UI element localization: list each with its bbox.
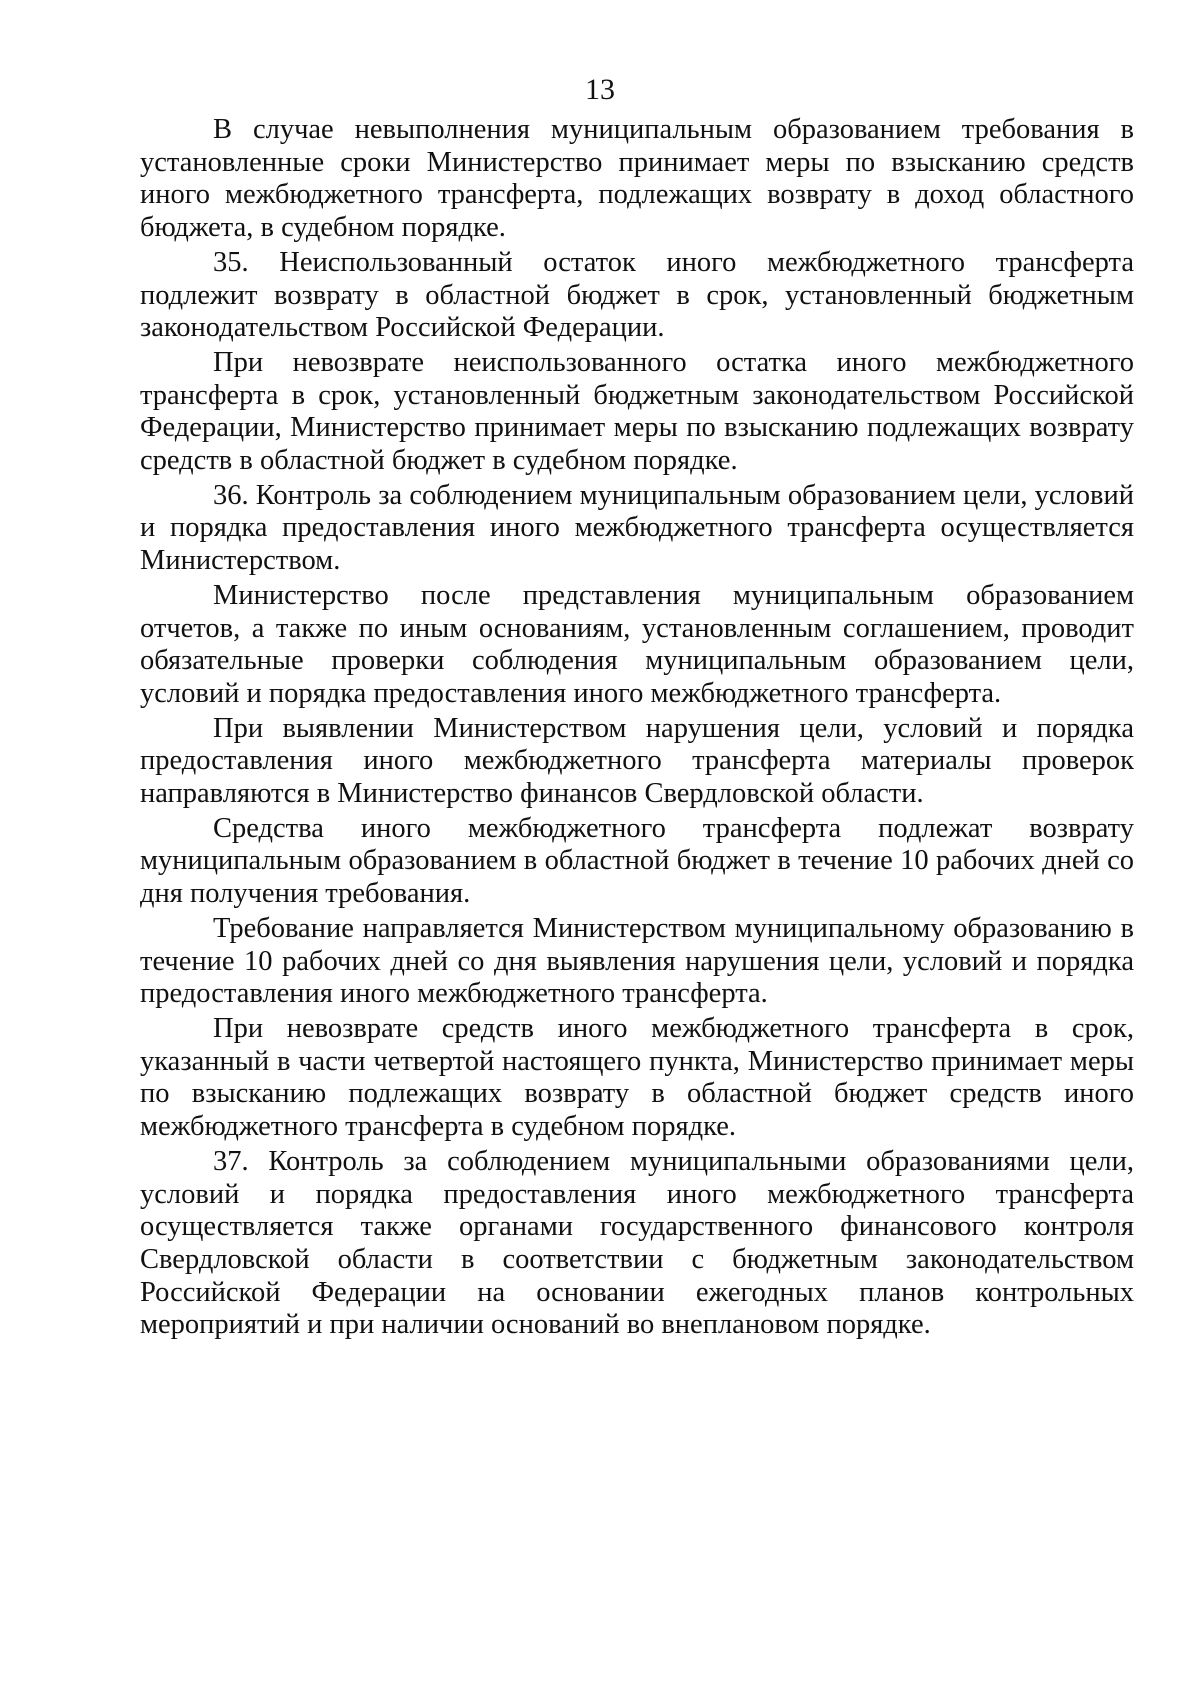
paragraph-non-return-funds: При невозврате средств иного межбюджетного трансферта в срок, указанный в части четвертой настоящего пункта, Министерство принимает меры по взысканию подлежащих возврату в областной бюджет средств иного межбюджетного трансферта в судебном порядке.: [140, 1012, 1134, 1143]
paragraph-non-return-unused-balance: При невозврате неиспользованного остатка иного межбюджетного трансферта в срок, установленный бюджетным законодательством Российской Федерации, Министерство принимает меры по взысканию подлежащих возврату средств в областной бюджет в судебном порядке.: [140, 346, 1134, 477]
paragraph-violation-materials: При выявлении Министерством нарушения цели, условий и порядка предоставления иного межбюджетного трансферта материалы проверок направляются в Министерство финансов Свердловской области.: [140, 712, 1134, 810]
paragraph-37-state-control: 37. Контроль за соблюдением муниципальными образованиями цели, условий и порядка предоставления иного межбюджетного трансферта осуществляется также органами государственного финансового контроля Свердловской области в соответствии с бюджетным законодательством Российской Федерации на основании ежегодных планов контрольных мероприятий и при наличии оснований во внеплановом порядке.: [140, 1145, 1134, 1341]
page-number: 13: [585, 73, 615, 106]
paragraph-funds-return: Средства иного межбюджетного трансферта подлежат возврату муниципальным образованием в областной бюджет в течение 10 рабочих дней со дня получения требования.: [140, 812, 1134, 910]
paragraph-36-control: 36. Контроль за соблюдением муниципальным образованием цели, условий и порядка предоставления иного межбюджетного трансферта осуществляется Министерством.: [140, 479, 1134, 577]
paragraph-court-recovery: В случае невыполнения муниципальным образованием требования в установленные сроки Министерство принимает меры по взысканию средств иного межбюджетного трансферта, подлежащих возврату в доход областного бюджета, в судебном порядке.: [140, 114, 1134, 244]
document-body: [140, 114, 1134, 1344]
paragraph-requirement-sent: Требование направляется Министерством муниципальному образованию в течение 10 рабочих дней со дня выявления нарушения цели, условий и порядка предоставления иного межбюджетного трансферта.: [140, 912, 1134, 1010]
paragraph-35-unused-balance: 35. Неиспользованный остаток иного межбюджетного трансферта подлежит возврату в областной бюджет в срок, установленный бюджетным законодательством Российской Федерации.: [140, 246, 1134, 344]
paragraph-mandatory-inspections: Министерство после представления муниципальным образованием отчетов, а также по иным основаниям, установленным соглашением, проводит обязательные проверки соблюдения муниципальным образованием цели, условий и порядка предоставления иного межбюджетного трансферта.: [140, 579, 1134, 709]
